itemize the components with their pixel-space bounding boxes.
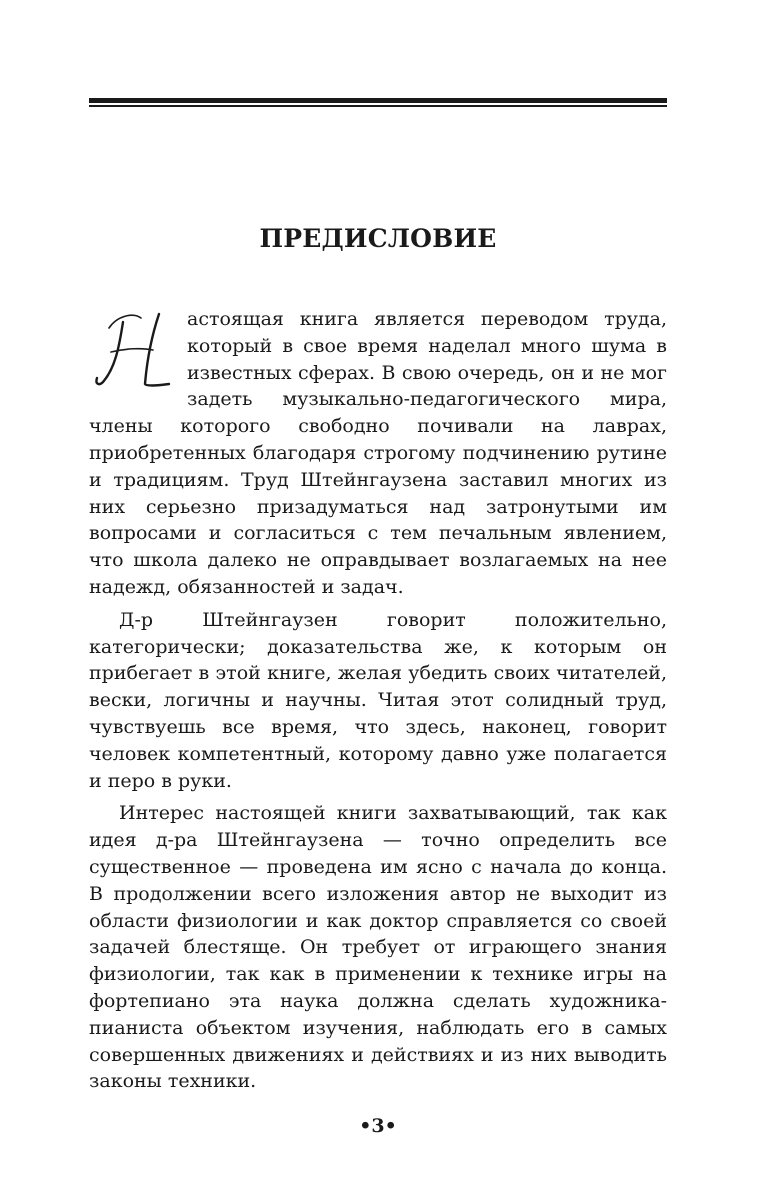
page-number: •3• [359,1115,397,1137]
header-rule-thin [89,105,667,107]
drop-cap-glyph [89,308,179,388]
paragraph-3: Интерес настоящей книги захватывающий, так как идея д-ра Штейнгаузена — точно определить все существенное — проведена им ясно с начала до конца. В продолжении всего изложения автор не выходит из области физиологии и как доктор справляется со своей задачей блестяще. Он требует от играющего знания физиологии, так как в применении к технике игры на фортепиано эта наука должна сделать художника-пианиста объектом изучения, наблюдать его в самых совершенных движениях и действиях и из них выводить законы техники. [89,802,667,1093]
chapter-body [89,306,667,1101]
header-rule-thick [89,98,667,103]
chapter-title: ПРЕДИСЛОВИЕ [259,224,497,253]
paragraph-2: Д-р Штейнгаузен говорит положительно, категорически; доказательства же, к которым он прибегает в этой книге, желая убедить своих читателей, вески, логичны и научны. Читая этот солидный труд, чувствуешь все время, что здесь, наконец, говорит человек компетентный, которому давно уже полагается и перо в руки. [89,608,667,792]
paragraph-1-text: астоящая книга является переводом труда, который в свое время наделал много шума в известных сферах. В свою очередь, он и не мог задеть музыкально-педагогического мира, члены которого свободно почивали на лаврах, приобретенных благодаря строгому подчинению рутине и традициям. Труд Штейнгаузена заставил многих из них серьезно призадуматься над затронутыми им вопросами и согласиться с тем печальным явлением, что школа далеко не оправдывает возлагаемых на нее надежд, обязанностей и задач. [89,308,667,598]
header-double-rule [89,98,667,108]
paragraph-1 [89,306,667,601]
drop-cap [89,308,179,388]
